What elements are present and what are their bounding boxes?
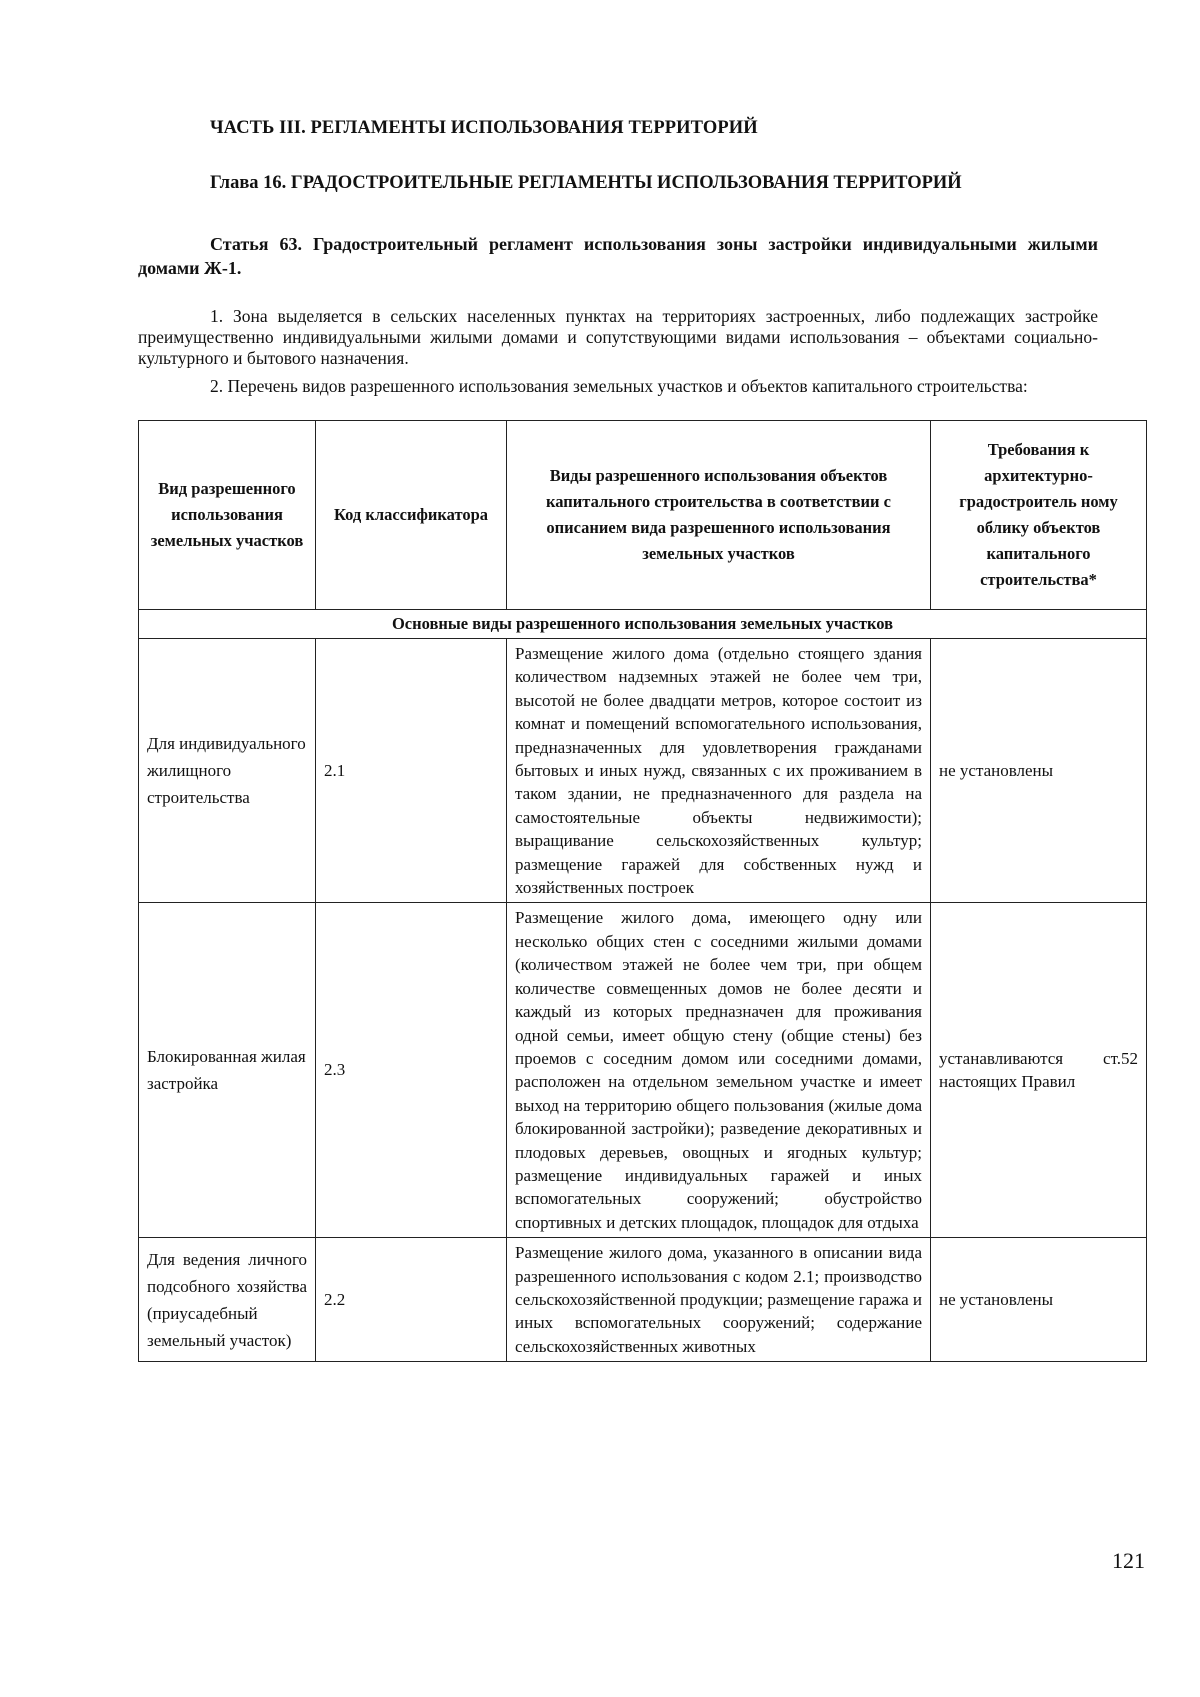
paragraph-list-intro: 2. Перечень видов разрешенного использования земельных участков и объектов капитального строительства: [210, 376, 1028, 396]
table-row [139, 639, 1147, 903]
classifier-code: 2.3 [316, 903, 507, 1238]
land-use-kind: Блокированная жилая застройка [139, 903, 316, 1238]
table-row [139, 903, 1147, 1238]
header-land-use-kind: Вид разрешенного использования земельных участков [139, 421, 316, 610]
requirements: не установлены [931, 639, 1147, 903]
table-row [139, 1238, 1147, 1362]
table-section-row [139, 610, 1147, 639]
use-description: Размещение жилого дома, имеющего одну или несколько общих стен с соседними жилыми домами (количеством этажей не более чем три, при общем количестве совмещенных домов не более десяти и каждый из которых предназначен для проживания одной семьи, имеет общую стену (общие стены) без проемов с соседним домом или соседними домами, расположен на отдельном земельном участке и имеет выход на территорию общего пользования (жилые дома блокированной застройки); разведение декоративных и плодовых деревьев, овощных и ягодных культур; размещение индивидуальных гаражей и иных вспомогательных сооружений; обустройство спортивных и детских площадок, площадок для отдыха [507, 903, 931, 1238]
requirements: устанавливаются ст.52 настоящих Правил [931, 903, 1147, 1238]
requirements: не установлены [931, 1238, 1147, 1362]
paragraph-zone-description: 1. Зона выделяется в сельских населенных пунктах на территориях застроенных, либо подлежащих застройке преимущественно индивидуальными жилыми домами и сопутствующими видами использования – объектами социально-культурного и бытового назначения. [138, 306, 1098, 368]
permitted-use-table [138, 420, 1147, 1362]
classifier-code: 2.2 [316, 1238, 507, 1362]
page-number: 121 [1112, 1548, 1145, 1573]
header-architectural-requirements: Требования к архитектурно-градостроитель ному облику объектов капитального строительства* [931, 421, 1147, 610]
table-header-row [139, 421, 1147, 610]
use-description: Размещение жилого дома (отдельно стоящего здания количеством надземных этажей не более чем три, высотой не более двадцати метров, которое состоит из комнат и помещений вспомогательного использования, предназначенных для удовлетворения гражданами бытовых и иных нужд, связанных с их проживанием в таком здании, не предназначенного для раздела на самостоятельные объекты недвижимости); выращивание сельскохозяйственных культур; размещение гаражей для собственных нужд и хозяйственных построек [507, 639, 931, 903]
header-capital-construction-uses: Виды разрешенного использования объектов капитального строительства в соответствии с описанием вида разрешенного использования земельных участков [507, 421, 931, 610]
land-use-kind: Для ведения личного подсобного хозяйства (приусадебный земельный участок) [139, 1238, 316, 1362]
section-title: Основные виды разрешенного использования земельных участков [139, 610, 1147, 639]
use-description: Размещение жилого дома, указанного в описании вида разрешенного использования с кодом 2.1; производство сельскохозяйственной продукции; размещение гаража и иных вспомогательных сооружений; содержание сельскохозяйственных животных [507, 1238, 931, 1362]
article-title: Статья 63. Градостроительный регламент использования зоны застройки индивидуальными жилыми домами Ж-1. [138, 234, 1098, 278]
classifier-code: 2.1 [316, 639, 507, 903]
header-classifier-code: Код классификатора [316, 421, 507, 610]
part-title: ЧАСТЬ III. РЕГЛАМЕНТЫ ИСПОЛЬЗОВАНИЯ ТЕРРИТОРИЙ [210, 118, 758, 138]
land-use-kind: Для индивидуального жилищного строительства [139, 639, 316, 903]
chapter-title: Глава 16. ГРАДОСТРОИТЕЛЬНЫЕ РЕГЛАМЕНТЫ ИСПОЛЬЗОВАНИЯ ТЕРРИТОРИЙ [210, 173, 962, 193]
